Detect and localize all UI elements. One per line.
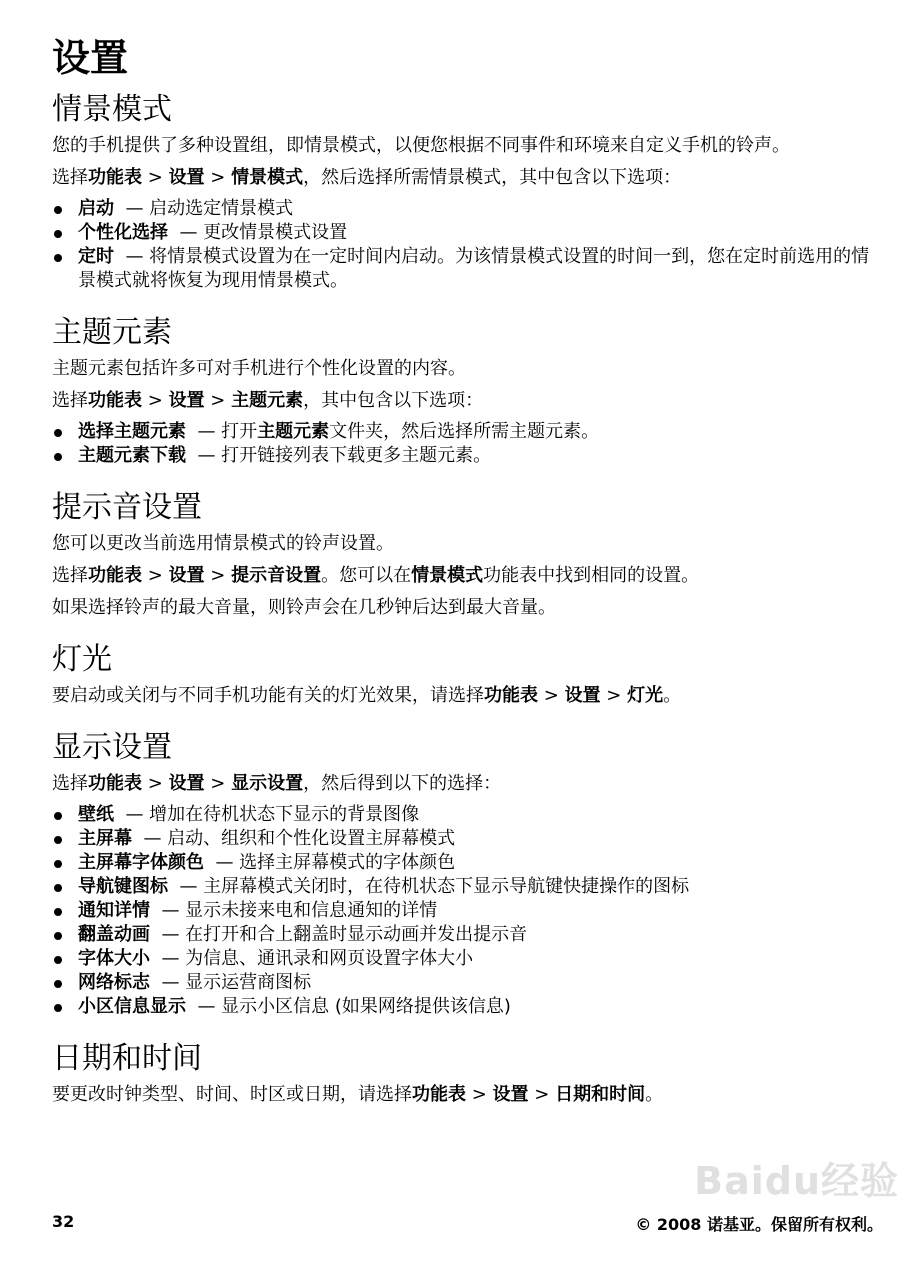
section-profiles bbox=[52, 92, 882, 293]
menu-path: 要更改时钟类型、时间、时区或日期，请选择功能表 > 设置 > 日期和时间。 bbox=[52, 1083, 664, 1105]
bullet-icon bbox=[54, 254, 62, 262]
section-intro: 您可以更改当前选用情景模式的铃声设置。 bbox=[52, 532, 394, 554]
section-tones bbox=[52, 490, 882, 620]
section-lights bbox=[52, 642, 882, 708]
list-item: 个性化选择 — 更改情景模式设置 bbox=[52, 221, 882, 245]
section-title: 显示设置 bbox=[52, 729, 172, 765]
page-number: 32 bbox=[52, 1212, 75, 1231]
menu-path: 选择功能表 > 设置 > 提示音设置。您可以在情景模式功能表中找到相同的设置。 bbox=[52, 564, 700, 586]
list-item: 主屏幕字体颜色 — 选择主屏幕模式的字体颜色 bbox=[52, 851, 882, 875]
section-themes bbox=[52, 315, 882, 468]
bullet-icon bbox=[54, 932, 62, 940]
menu-path: 选择功能表 > 设置 > 主题元素，其中包含以下选项： bbox=[52, 389, 484, 411]
bullet-icon bbox=[54, 429, 62, 437]
list-item: 选择主题元素 — 打开主题元素文件夹，然后选择所需主题元素。 bbox=[52, 420, 882, 444]
section-title: 主题元素 bbox=[52, 314, 172, 350]
section-intro: 主题元素包括许多可对手机进行个性化设置的内容。 bbox=[52, 357, 466, 379]
bullet-icon bbox=[54, 812, 62, 820]
section-title: 日期和时间 bbox=[52, 1040, 202, 1076]
bullet-icon bbox=[54, 860, 62, 868]
bullet-icon bbox=[54, 956, 62, 964]
list-item: 主题元素下载 — 打开链接列表下载更多主题元素。 bbox=[52, 444, 882, 468]
section-display bbox=[52, 730, 882, 1019]
list-item: 壁纸 — 增加在待机状态下显示的背景图像 bbox=[52, 803, 882, 827]
section-title: 提示音设置 bbox=[52, 489, 202, 525]
bullet-icon bbox=[54, 980, 62, 988]
section-title: 情景模式 bbox=[52, 91, 172, 127]
option-list bbox=[52, 420, 882, 468]
watermark-logo: Baidu经验 bbox=[694, 1159, 899, 1203]
list-item: 小区信息显示 — 显示小区信息 (如果网络提供该信息) bbox=[52, 995, 882, 1019]
copyright-notice: © 2008 诺基亚。保留所有权利。 bbox=[635, 1215, 883, 1234]
option-list bbox=[52, 803, 882, 1019]
bullet-icon bbox=[54, 908, 62, 916]
menu-path: 选择功能表 > 设置 > 显示设置，然后得到以下的选择： bbox=[52, 772, 502, 794]
section-title: 灯光 bbox=[52, 641, 112, 677]
section-note: 如果选择铃声的最大音量，则铃声会在几秒钟后达到最大音量。 bbox=[52, 596, 556, 618]
list-item: 网络标志 — 显示运营商图标 bbox=[52, 971, 882, 995]
option-list bbox=[52, 197, 882, 293]
section-date-time bbox=[52, 1041, 882, 1107]
menu-path: 要启动或关闭与不同手机功能有关的灯光效果，请选择功能表 > 设置 > 灯光。 bbox=[52, 684, 682, 706]
list-item: 主屏幕 — 启动、组织和个性化设置主屏幕模式 bbox=[52, 827, 882, 851]
bullet-icon bbox=[54, 1004, 62, 1012]
list-item: 定时 — 将情景模式设置为在一定时间内启动。为该情景模式设置的时间一到，您在定时前选用的情景模式就将恢复为现用情景模式。 bbox=[52, 245, 882, 293]
bullet-icon bbox=[54, 453, 62, 461]
bullet-icon bbox=[54, 884, 62, 892]
bullet-icon bbox=[54, 836, 62, 844]
menu-path: 选择功能表 > 设置 > 情景模式，然后选择所需情景模式，其中包含以下选项： bbox=[52, 166, 682, 188]
section-intro: 您的手机提供了多种设置组，即情景模式，以便您根据不同事件和环境来自定义手机的铃声。 bbox=[52, 134, 790, 156]
list-item: 启动 — 启动选定情景模式 bbox=[52, 197, 882, 221]
list-item: 翻盖动画 — 在打开和合上翻盖时显示动画并发出提示音 bbox=[52, 923, 882, 947]
document-page bbox=[52, 38, 882, 1129]
bullet-icon bbox=[54, 230, 62, 238]
list-item: 字体大小 — 为信息、通讯录和网页设置字体大小 bbox=[52, 947, 882, 971]
list-item: 通知详情 — 显示未接来电和信息通知的详情 bbox=[52, 899, 882, 923]
bullet-icon bbox=[54, 206, 62, 214]
page-title: 设置 bbox=[52, 36, 129, 80]
list-item: 导航键图标 — 主屏幕模式关闭时，在待机状态下显示导航键快捷操作的图标 bbox=[52, 875, 882, 899]
